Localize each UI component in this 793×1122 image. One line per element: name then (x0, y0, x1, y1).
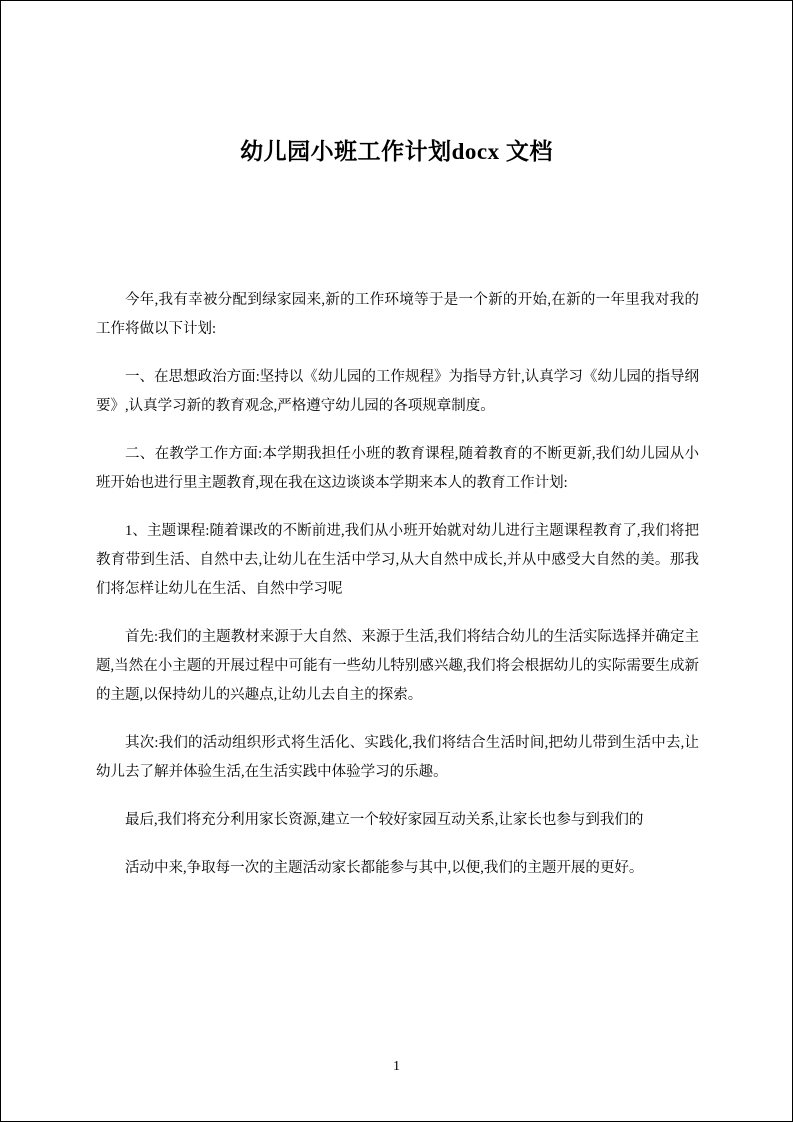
paragraph: 其次:我们的活动组织形式将生活化、实践化,我们将结合生活时间,把幼儿带到生活中去,让幼儿去了解并体验生活,在生活实践中体验学习的乐趣。 (96, 735, 699, 780)
paragraph: 最后,我们将充分利用家长资源,建立一个较好家园互动关系,让家长也参与到我们的 (125, 812, 644, 828)
page-number: 1 (393, 1059, 400, 1074)
paragraph: 活动中来,争取每一次的主题活动家长都能参与其中,以便,我们的主题开展的更好。 (125, 860, 644, 876)
paragraph: 首先:我们的主题教材来源于大自然、来源于生活,我们将结合幼儿的生活实际选择并确定主题,当然在小主题的开展过程中可能有一些幼儿特别感兴趣,我们将会根据幼儿的实际需要生成新的主题,以保持幼儿的兴趣点,让幼儿去自主的探索。 (96, 629, 699, 703)
document-body (96, 286, 699, 883)
paragraph: 1、主题课程:随着课改的不断前进,我们从小班开始就对幼儿进行主题课程教育了,我们将把教育带到生活、自然中去,让幼儿在生活中学习,从大自然中成长,并从中感受大自然的美。那我们将怎样让幼儿在生活、自然中学习呢 (96, 523, 699, 597)
paragraph: 今年,我有幸被分配到绿家园来,新的工作环境等于是一个新的开始,在新的一年里我对我的工作将做以下计划: (96, 292, 699, 337)
document-title: 幼儿园小班工作计划docx 文档 (240, 139, 553, 164)
paragraph: 一、在思想政治方面:坚持以《幼儿园的工作规程》为指导方针,认真学习《幼儿园的指导纲要》,认真学习新的教育观念,严格遵守幼儿园的各项规章制度。 (96, 369, 699, 414)
paragraph: 二、在教学工作方面:本学期我担任小班的教育课程,随着教育的不断更新,我们幼儿园从小班开始也进行里主题教育,现在我在这边谈谈本学期来本人的教育工作计划: (96, 446, 699, 491)
